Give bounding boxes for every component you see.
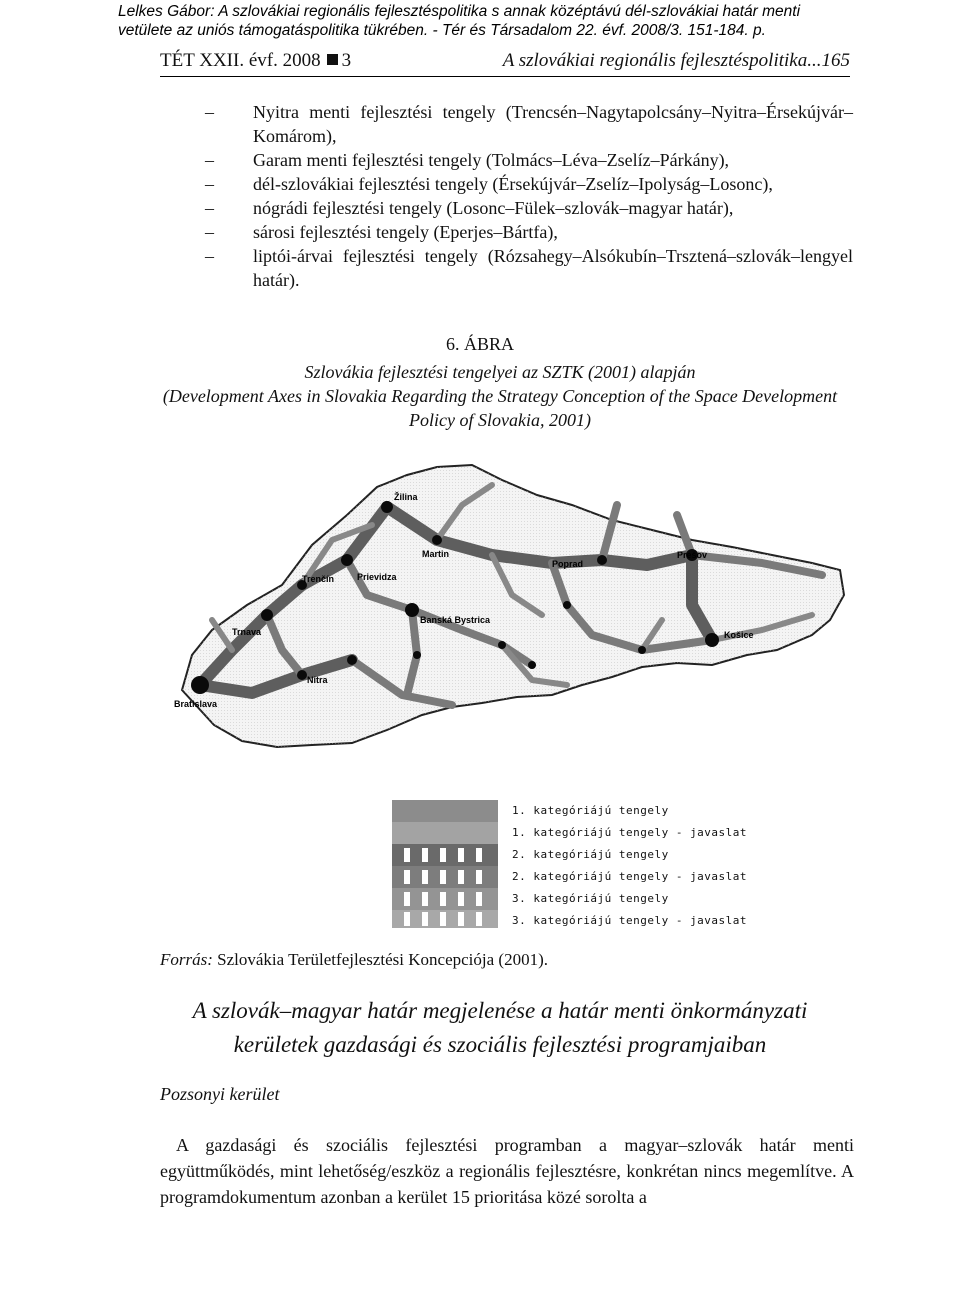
map-label-kosice: Košice [724,630,754,640]
body-paragraph: A gazdasági és szociális fejlesztési programban a magyar–szlovák határ menti együttműködés, mint lehetőség/eszköz a regionális fejlesztésre, konkrétan nincs megemlítve. A programdokumentum azonban a kerület 15 prioritása közé sorolta a [160,1135,854,1207]
journal-info [160,50,351,72]
page-title-and-number [503,50,850,72]
citation-line-2: vetülete az uniós támogatáspolitika tükrében. - Tér és Társadalom 22. évf. 2008/3. 151-184. p. [118,22,766,39]
section-heading: A szlovák–magyar határ megjelenése a határ menti önkormányzati kerületek gazdasági és szociális fejlesztési programjaiban [192,998,808,1057]
figure-number: 6. ÁBRA [445,334,514,354]
article-short-title: A szlovákiai regionális fejlesztéspolitika [502,50,808,71]
development-axes-list [205,100,853,292]
slovakia-development-axes-map [172,445,862,795]
source-text: Szlovákia Területfejlesztési Koncepciója (2001). [217,950,548,969]
map-label-nitra: Nitra [307,675,328,685]
map-label-poprad: Poprad [552,559,584,569]
journal-issue: 3 [341,50,352,71]
map-label-bratislava: Bratislava [174,699,218,709]
source-label: Forrás: [160,950,213,969]
legend-swatch [392,800,498,928]
journal-volume: TÉT XXII. évf. 2008 [160,50,321,71]
legend-entry: 3. kategóriájú tengely - javaslat [512,914,748,927]
figure-title-hungarian: Szlovákia fejlesztési tengelyei az SZTK (2001) alapján [304,362,696,382]
square-bullet-icon [327,54,338,65]
running-head [160,50,850,77]
legend-entry: 2. kategóriájú tengely [512,848,669,861]
list-item: – liptói-árvai fejlesztési tengely (Rózsahegy–Alsókubín–Trsztená–szlovák–lengyel határ). [205,244,853,292]
map-label-trnava: Trnava [232,627,262,637]
subheading: Pozsonyi kerület [160,1084,280,1104]
map-label-prievidza: Prievidza [357,572,397,582]
list-item: – sárosi fejlesztési tengely (Eperjes–Bártfa), [205,220,853,244]
map-label-trencin: Trenčín [302,574,335,584]
map-label-banska-bystrica: Banská Bystrica [420,615,491,625]
list-item: – Nyitra menti fejlesztési tengely (Trencsén–Nagytapolcsány–Nyitra–Érsekújvár–Komárom), [205,100,853,148]
legend-entry: 1. kategóriájú tengely - javaslat [512,826,748,839]
map-legend [512,800,872,932]
citation-header [118,2,938,40]
map-label-zilina: Žilina [394,492,418,502]
figure-title-english: (Development Axes in Slovakia Regarding the Strategy Conception of the Space Development Policy of Slovakia, 2001) [162,386,838,430]
list-item: – dél-szlovákiai fejlesztési tengely (Érsekújvár–Zselíz–Ipolyság–Losonc), [205,172,853,196]
legend-entry: 3. kategóriájú tengely [512,892,669,905]
list-item: – nógrádi fejlesztési tengely (Losonc–Fülek–szlovák–magyar határ), [205,196,853,220]
map-label-presov: Prešov [677,550,708,560]
citation-line-1: Lelkes Gábor: A szlovákiai regionális fejlesztéspolitika s annak középtávú dél-szlovákiai határ menti [118,3,801,20]
figure-source [160,950,548,970]
map-label-martin: Martin [422,549,449,559]
list-item: – Garam menti fejlesztési tengely (Tolmács–Léva–Zselíz–Párkány), [205,148,853,172]
page-number: ...165 [807,50,850,71]
legend-entry: 2. kategóriájú tengely - javaslat [512,870,748,883]
legend-entry: 1. kategóriájú tengely [512,804,669,817]
